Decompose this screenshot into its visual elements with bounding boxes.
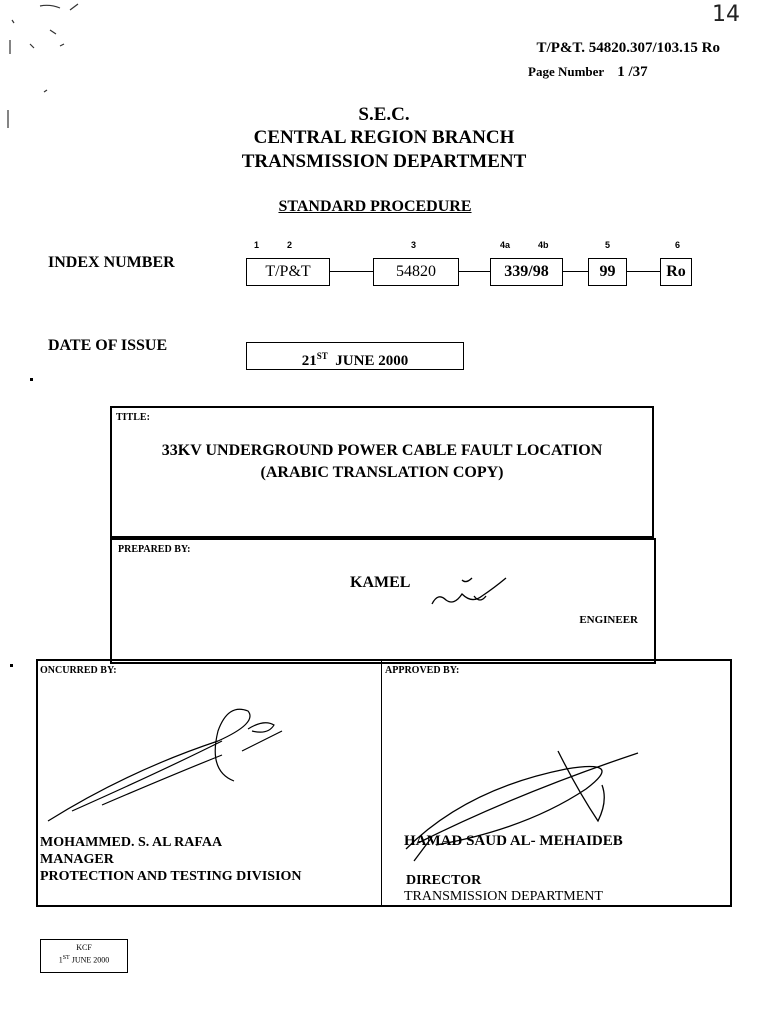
index-col-4b: 4b <box>538 240 549 250</box>
prepared-signature <box>424 566 514 616</box>
index-field-revision: 339/98 <box>490 258 563 286</box>
index-field-number: 54820 <box>373 258 459 286</box>
page-number <box>528 64 648 81</box>
title-block <box>110 406 654 538</box>
kcf-stamp <box>40 939 128 973</box>
index-col-5: 5 <box>605 240 611 250</box>
index-number-label: INDEX NUMBER <box>48 254 175 271</box>
index-col-3: 3 <box>411 240 417 250</box>
handwritten-page-number: 14 <box>712 2 740 27</box>
signature-divider <box>381 661 382 905</box>
stamp-initials: KCF <box>76 943 92 952</box>
issue-day-suffix: ST <box>316 351 328 361</box>
concurred-caption: ONCURRED BY: <box>40 665 117 676</box>
approved-title: DIRECTOR <box>406 873 482 888</box>
document-title: 33KV UNDERGROUND POWER CABLE FAULT LOCATION <box>161 442 603 459</box>
document-type: STANDARD PROCEDURE <box>278 198 472 215</box>
index-connector <box>562 271 588 272</box>
date-of-issue-box <box>246 342 464 370</box>
prepared-block <box>110 538 656 664</box>
scan-speck <box>30 378 33 381</box>
concurred-division: PROTECTION AND TESTING DIVISION <box>40 869 302 884</box>
page-number-label: Page Number <box>528 64 604 79</box>
org-name: S.E.C. <box>358 104 410 125</box>
index-field-rev-code: Ro <box>660 258 692 286</box>
index-connector <box>458 271 490 272</box>
stamp-day-suffix: ST <box>62 955 70 961</box>
document-subtitle: (ARABIC TRANSLATION COPY) <box>260 464 504 481</box>
index-col-4a: 4a <box>500 240 511 250</box>
page-number-value: 1 /37 <box>617 64 648 80</box>
document-reference: T/P&T. 54820.307/103.15 Ro <box>536 40 720 56</box>
issue-day: 21 <box>301 353 317 369</box>
index-field-seq: 99 <box>588 258 627 286</box>
scan-speck <box>10 664 13 667</box>
branch-name: CENTRAL REGION BRANCH <box>253 127 515 148</box>
approved-name: HAMAD SAUD AL- MEHAIDEB <box>404 833 623 849</box>
index-col-2: 2 <box>287 240 293 250</box>
concurred-name: MOHAMMED. S. AL RAFAA <box>40 835 223 850</box>
prepared-role: ENGINEER <box>579 614 638 626</box>
index-connector <box>329 271 373 272</box>
date-of-issue-label: DATE OF ISSUE <box>48 337 168 354</box>
approved-caption: APPROVED BY: <box>385 665 460 676</box>
concurred-signature <box>42 701 322 831</box>
stamp-day: 1 <box>58 955 63 965</box>
index-col-1: 1 <box>254 240 260 250</box>
title-caption: TITLE: <box>116 412 150 423</box>
index-connector <box>626 271 660 272</box>
stamp-month-year: JUNE 2000 <box>71 955 110 965</box>
prepared-caption: PREPARED BY: <box>118 544 191 555</box>
department-name: TRANSMISSION DEPARTMENT <box>241 151 527 172</box>
approved-department: TRANSMISSION DEPARTMENT <box>404 889 603 904</box>
signature-block <box>36 659 732 907</box>
prepared-name: KAMEL <box>350 574 411 591</box>
index-field-dept: T/P&T <box>246 258 330 286</box>
concurred-title: MANAGER <box>40 852 114 867</box>
stamp-date <box>41 953 127 966</box>
issue-month-year: JUNE 2000 <box>335 353 409 369</box>
index-col-6: 6 <box>675 240 681 250</box>
